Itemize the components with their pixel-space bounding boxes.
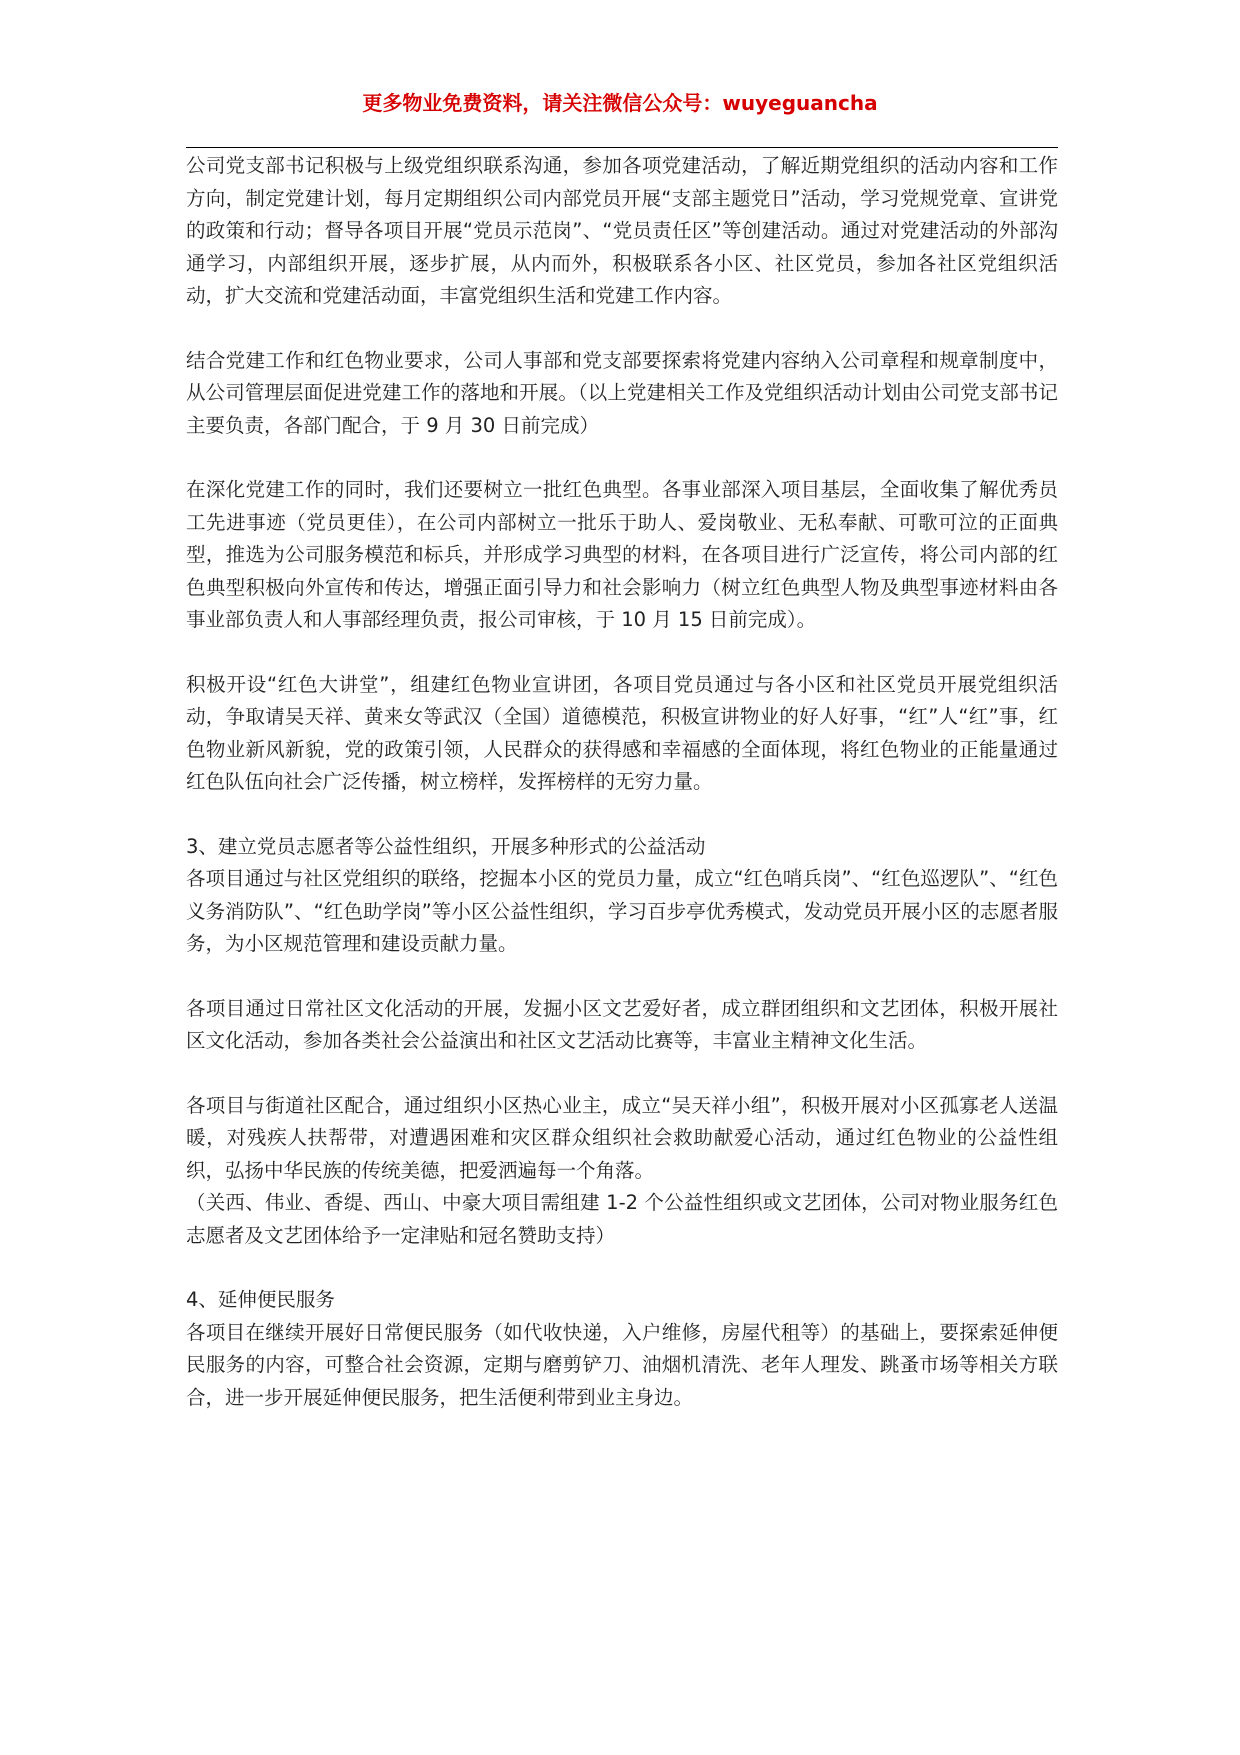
- paragraph-culture-activities: 各项目通过日常社区文化活动的开展，发掘小区文艺爱好者，成立群团组织和文艺团体，积极开展社区文化活动，参加各类社会公益演出和社区文艺活动比赛等，丰富业主精神文化生活。: [186, 996, 1058, 1052]
- paragraph-party-charter: 结合党建工作和红色物业要求，公司人事部和党支部要探索将党建内容纳入公司章程和规章制度中，从公司管理层面促进党建工作的落地和开展。（以上党建相关工作及党组织活动计划由公司党支部书记主要负责，各部门配合，于 9 月 30 日前完成）: [186, 348, 1058, 437]
- section-heading-volunteers: 3、建立党员志愿者等公益性组织，开展多种形式的公益活动: [186, 834, 706, 858]
- paragraph-party-liaison: 公司党支部书记积极与上级党组织联系沟通，参加各项党建活动，了解近期党组织的活动内容和工作方向，制定党建计划，每月定期组织公司内部党员开展“支部主题党日”活动，学习党规党章、宣讲党的政策和行动；督导各项目开展“党员示范岗”、“党员责任区”等创建活动。通过对党建活动的外部沟通学习，内部组织开展，逐步扩展，从内而外，积极联系各小区、社区党员，参加各社区党组织活动，扩大交流和党建活动面，丰富党组织生活和党建工作内容。: [186, 154, 1058, 307]
- section-heading-convenience: 4、延伸便民服务: [186, 1288, 335, 1311]
- paragraph-red-lecture: 积极开设“红色大讲堂”，组建红色物业宣讲团，各项目党员通过与各小区和社区党员开展党组织活动，争取请吴天祥、黄来女等武汉（全国）道德模范，积极宣讲物业的好人好事，“红”人“红”事，红色物业新风新貌，党的政策引领，人民群众的获得感和幸福感的全面体现，将红色物业的正能量通过红色队伍向社会广泛传播，树立榜样，发挥榜样的无穷力量。: [186, 672, 1058, 793]
- header-divider: [186, 147, 1058, 148]
- paragraph-project-requirement: （关西、伟业、香缇、西山、中豪大项目需组建 1-2 个公益性组织或文艺团体，公司对物业服务红色志愿者及文艺团体给予一定津贴和冠名赞助支持）: [186, 1191, 1058, 1247]
- document-body: [186, 150, 1058, 1414]
- paragraph-community-care: 各项目与街道社区配合，通过组织小区热心业主，成立“吴天祥小组”，积极开展对小区孤寡老人送温暖，对残疾人扶帮带，对遭遇困难和灾区群众组织社会救助献爱心活动，通过红色物业的公益性组织，弘扬中华民族的传统美德，把爱洒遍每一个角落。: [186, 1093, 1058, 1182]
- paragraph-red-models: 在深化党建工作的同时，我们还要树立一批红色典型。各事业部深入项目基层，全面收集了解优秀员工先进事迹（党员更佳），在公司内部树立一批乐于助人、爱岗敬业、无私奉献、可歌可泣的正面典型，推选为公司服务模范和标兵，并形成学习典型的材料，在各项目进行广泛宣传，将公司内部的红色典型积极向外宣传和传达，增强正面引导力和社会影响力（树立红色典型人物及典型事迹材料由各事业部负责人和人事部经理负责，报公司审核，于 10 月 15 日前完成）。: [186, 478, 1058, 631]
- paragraph-convenience-services: 各项目在继续开展好日常便民服务（如代收快递，入户维修，房屋代租等）的基础上，要探索延伸便民服务的内容，可整合社会资源，定期与磨剪铲刀、油烟机清洗、老年人理发、跳蚤市场等相关方联合，进一步开展延伸便民服务，把生活便利带到业主身边。: [186, 1320, 1058, 1409]
- paragraph-volunteer-groups: 各项目通过与社区党组织的联络，挖掘本小区的党员力量，成立“红色哨兵岗”、“红色巡逻队”、“红色义务消防队”、“红色助学岗”等小区公益性组织，学习百步亭优秀模式，发动党员开展小区的志愿者服务，为小区规范管理和建设贡献力量。: [186, 867, 1058, 955]
- page-header-notice: 更多物业免费资料，请关注微信公众号：wuyeguancha: [362, 91, 878, 115]
